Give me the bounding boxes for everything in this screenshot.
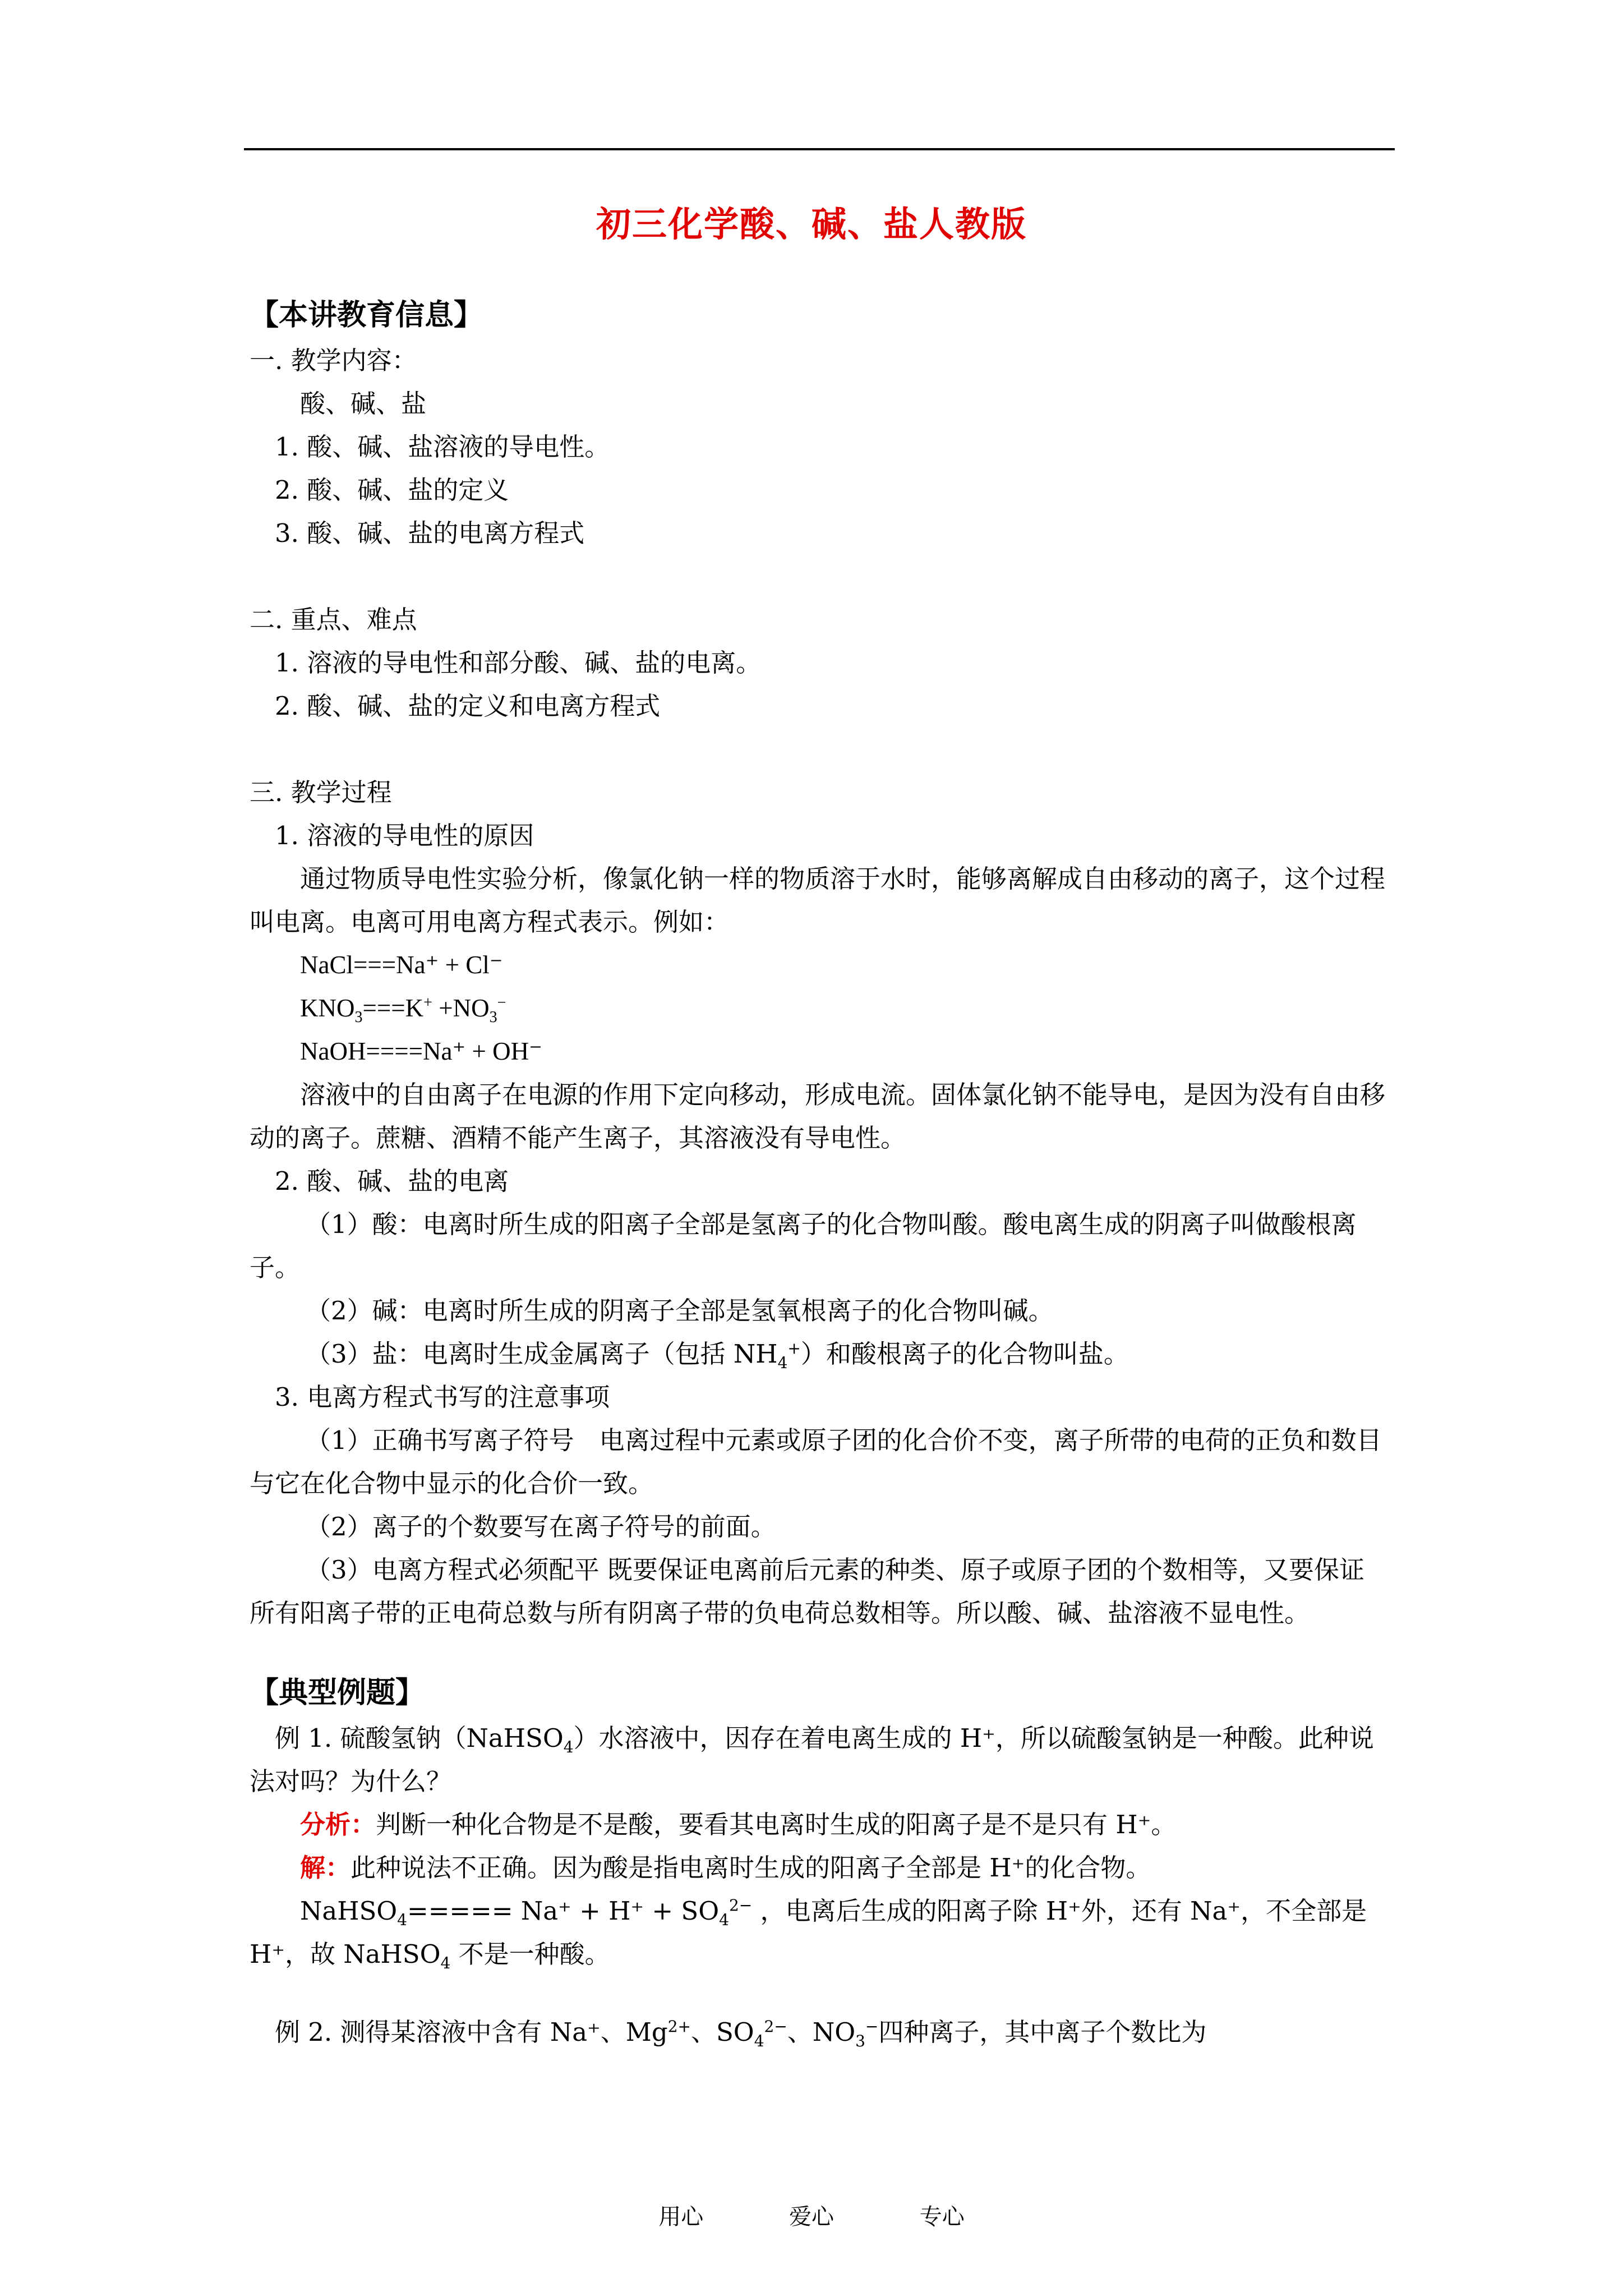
equation-nacl: NaCl===Na⁺ + Cl⁻ bbox=[300, 951, 503, 979]
section-heading-info: 【本讲教育信息】 bbox=[250, 298, 483, 332]
example-1-equation: NaHSO$_4$===== $Na^+ + H^+ + SO_4^{2-}$ ，电离后生成的阳离子除 H⁺外，还有 Na⁺，不全部是 H⁺，故 NaHSO$_4$ 不是一种酸。 bbox=[250, 1896, 1367, 1972]
equation-kno3: $KNO_3===K^+ +NO_3^-$ bbox=[300, 994, 506, 1026]
footer-word: 爱心 bbox=[789, 2204, 834, 2230]
part1-item: 1. 酸、碱、盐溶液的导电性。 bbox=[275, 432, 610, 462]
part1-item: 2. 酸、碱、盐的定义 bbox=[275, 475, 509, 505]
s1-paragraph: 通过物质导电性实验分析，像氯化钠一样的物质溶于水时，能够离解成自由移动的离子，这个过程叫电离。电离可用电离方程式表示。例如： bbox=[250, 864, 1386, 937]
s3-point-1: （1）正确书写离子符号 电离过程中元素或原子团的化合价不变，离子所带的电荷的正负和数目与它在化合物中显示的化合价一致。 bbox=[250, 1425, 1382, 1498]
s3-point-3: （3）电离方程式必须配平 既要保证电离前后元素的种类、原子或原子团的个数相等，又要保证所有阳离子带的正电荷总数与所有阴离子带的负电荷总数相等。所以酸、碱、盐溶液不显电性。 bbox=[250, 1555, 1364, 1628]
s1-paragraph-2: 溶液中的自由离子在电源的作用下定向移动，形成电流。固体氯化钠不能导电，是因为没有自由移动的离子。蔗糖、酒精不能产生离子，其溶液没有导电性。 bbox=[250, 1080, 1386, 1153]
part3-label: 三. 教学过程 bbox=[250, 777, 392, 807]
example-1-question: 例 1. 硫酸氢钠（NaHSO$_4$）水溶液中，因存在着电离生成的 H⁺，所以硫酸氢钠是一种酸。此种说法对吗？为什么？ bbox=[250, 1723, 1374, 1796]
part1-item: 3. 酸、碱、盐的电离方程式 bbox=[275, 518, 585, 548]
example-2-question: 例 2. 测得某溶液中含有 Na⁺、$Mg^{2+}$、$SO_4^{2-}$、$NO_3^-$四种离子，其中离子个数比为 bbox=[275, 2017, 1207, 2050]
s2-title: 2. 酸、碱、盐的电离 bbox=[275, 1166, 509, 1196]
answer-label: 解： bbox=[300, 1853, 351, 1883]
s3-point-2: （2）离子的个数要写在离子符号的前面。 bbox=[306, 1512, 776, 1542]
part1-label: 一. 教学内容： bbox=[250, 346, 417, 375]
page-footer bbox=[0, 2199, 1623, 2231]
example-1-answer: 解：此种说法不正确。因为酸是指电离时生成的阳离子全部是 H⁺的化合物。 bbox=[300, 1853, 1151, 1883]
part2-item: 1. 溶液的导电性和部分酸、碱、盐的电离。 bbox=[275, 648, 762, 678]
example-1-analysis: 分析：判断一种化合物是不是酸，要看其电离时生成的阳离子是不是只有 H⁺。 bbox=[300, 1810, 1177, 1839]
s2-acid: （1）酸：电离时所生成的阳离子全部是氢离子的化合物叫酸。酸电离生成的阴离子叫做酸根离子。 bbox=[250, 1209, 1357, 1282]
analysis-label: 分析： bbox=[300, 1810, 376, 1839]
page-title: 初三化学酸、碱、盐人教版 bbox=[596, 204, 1027, 245]
s2-base: （2）碱：电离时所生成的阴离子全部是氢氧根离子的化合物叫碱。 bbox=[306, 1296, 1054, 1326]
s3-title: 3. 电离方程式书写的注意事项 bbox=[275, 1382, 610, 1412]
footer-word: 用心 bbox=[658, 2204, 704, 2230]
s1-title: 1. 溶液的导电性的原因 bbox=[275, 821, 534, 850]
s2-salt: （3）盐：电离时生成金属离子（包括 $NH_4^+$）和酸根离子的化合物叫盐。 bbox=[306, 1339, 1129, 1372]
part2-item: 2. 酸、碱、盐的定义和电离方程式 bbox=[275, 691, 661, 721]
part1-topic: 酸、碱、盐 bbox=[300, 389, 427, 418]
section-heading-examples: 【典型例题】 bbox=[250, 1676, 425, 1710]
header-rule bbox=[244, 148, 1395, 150]
document-body bbox=[250, 292, 1388, 2054]
part2-label: 二. 重点、难点 bbox=[250, 605, 417, 634]
footer-word: 专心 bbox=[919, 2204, 965, 2230]
equation-naoh: NaOH====Na⁺ + OH⁻ bbox=[300, 1037, 542, 1065]
